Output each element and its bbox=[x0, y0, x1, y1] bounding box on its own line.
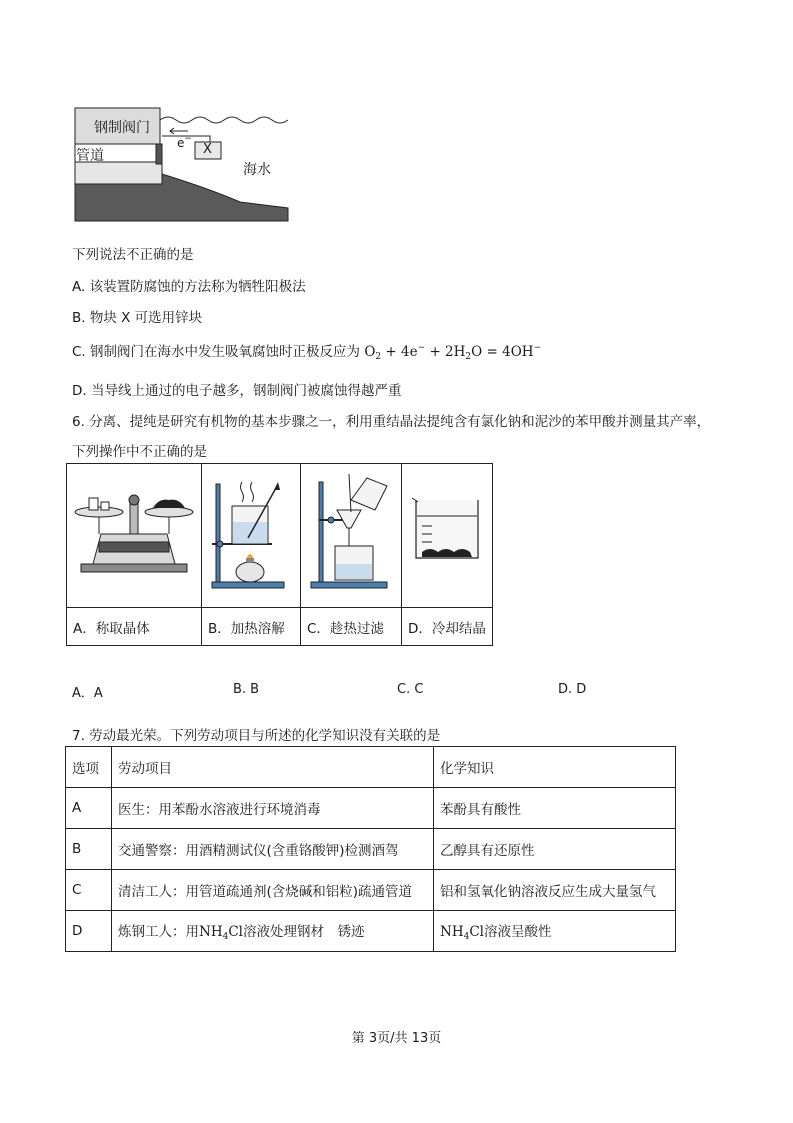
q5-stem: 下列说法不正确的是 bbox=[72, 247, 194, 263]
q6-choice-b: B. B bbox=[233, 682, 260, 697]
row-task: 交通警察：用酒精测试仪(含重铬酸钾)检测酒驾 bbox=[112, 829, 434, 870]
block-x-label: X bbox=[203, 142, 212, 157]
cooling-crystallize-illustration bbox=[402, 464, 492, 603]
q6-operations-table bbox=[66, 463, 493, 646]
q5-option-d: D. 当导线上通过的电子越多，钢制阀门被腐蚀得越严重 bbox=[72, 383, 402, 399]
q6-choice-c: C. C bbox=[397, 682, 424, 697]
row-knowledge: 乙醇具有还原性 bbox=[434, 829, 676, 870]
sea-wave bbox=[160, 117, 288, 123]
row-task: 医生：用苯酚水溶液进行环境消毒 bbox=[112, 788, 434, 829]
op-cell-a bbox=[67, 464, 202, 608]
valve-label: 钢制阀门 bbox=[94, 120, 150, 136]
row-task: 清洁工人：用管道疏通剂(含烧碱和铝粒)疏通管道 bbox=[112, 870, 434, 911]
op-cell-b bbox=[202, 464, 301, 608]
row-option: B bbox=[66, 829, 112, 870]
header-task: 劳动项目 bbox=[112, 747, 434, 788]
row-option: C bbox=[66, 870, 112, 911]
nh4cl-formula: $NH_4Cl$ bbox=[440, 924, 484, 942]
row-knowledge: $NH_4Cl$溶液呈酸性 bbox=[434, 911, 676, 952]
corrosion-diagram bbox=[70, 104, 295, 224]
row-knowledge: 铝和氢氧化钠溶液反应生成大量氢气 bbox=[434, 870, 676, 911]
q7-table bbox=[65, 746, 676, 952]
caption-a: A．称取晶体 bbox=[67, 608, 202, 646]
balance-illustration bbox=[67, 464, 201, 603]
nh4cl-formula: $NH_4Cl$ bbox=[199, 924, 243, 942]
row-option: A bbox=[66, 788, 112, 829]
electron-label: e− bbox=[177, 134, 192, 150]
table-row bbox=[66, 788, 676, 829]
op-cell-d bbox=[402, 464, 493, 608]
op-cell-c bbox=[301, 464, 402, 608]
table-row bbox=[66, 911, 676, 952]
q5-option-c-text: C. 钢制阀门在海水中发生吸氧腐蚀时正极反应为 bbox=[72, 344, 361, 360]
row-option: D bbox=[66, 911, 112, 952]
page-footer: 第 3页/共 13页 bbox=[351, 1031, 442, 1046]
heating-dissolve-illustration bbox=[202, 464, 300, 603]
caption-b: B．加热溶解 bbox=[202, 608, 301, 646]
q5-option-b: B. 物块 X 可选用锌块 bbox=[72, 310, 203, 326]
support-block bbox=[75, 162, 162, 184]
pipe-label: 管道 bbox=[76, 148, 104, 164]
header-option: 选项 bbox=[66, 747, 112, 788]
caption-d: D．冷却结晶 bbox=[402, 608, 493, 646]
q7-stem: 7. 劳动最光荣。下列劳动项目与所述的化学知识没有关联的是 bbox=[72, 728, 441, 744]
table-row bbox=[66, 829, 676, 870]
sea-label: 海水 bbox=[243, 162, 271, 178]
q6-choice-d: D. D bbox=[558, 682, 587, 697]
q5-option-a: A. 该装置防腐蚀的方法称为牺牲阳极法 bbox=[72, 279, 306, 295]
row-task: 炼钢工人：用$NH_4Cl$溶液处理钢材 锈迹 bbox=[112, 911, 434, 952]
q6-stem-line1: 6. 分离、提纯是研究有机物的基本步骤之一，利用重结晶法提纯含有氯化钠和泥沙的苯甲酸并测量其产率， bbox=[72, 414, 711, 430]
table-header-row bbox=[66, 747, 676, 788]
q6-stem-line2: 下列操作中不正确的是 bbox=[72, 444, 207, 460]
valve-edge bbox=[156, 144, 162, 164]
hot-filtration-illustration bbox=[301, 464, 401, 603]
q5-option-c bbox=[72, 340, 541, 362]
row-knowledge: 苯酚具有酸性 bbox=[434, 788, 676, 829]
q5-option-c-formula: $O_2 + 4e^- + 2H_2O = 4OH^-$ bbox=[364, 343, 542, 362]
caption-c: C．趁热过滤 bbox=[301, 608, 402, 646]
q6-choice-a: A．A bbox=[72, 686, 103, 701]
table-row bbox=[66, 870, 676, 911]
header-knowledge: 化学知识 bbox=[434, 747, 676, 788]
